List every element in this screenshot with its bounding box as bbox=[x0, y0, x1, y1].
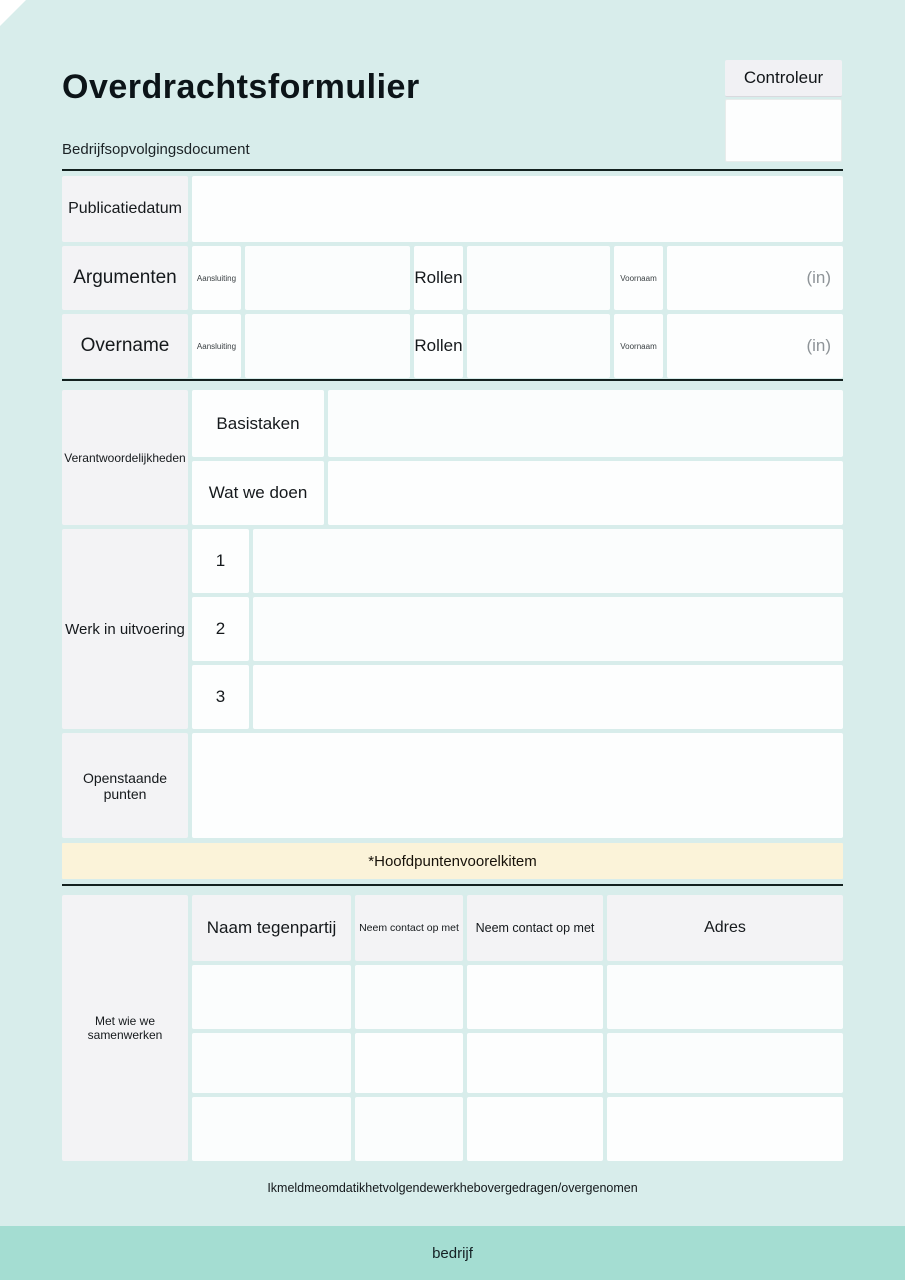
argumenten-label: Argumenten bbox=[62, 246, 188, 310]
samenwerken-row2-contact2-field[interactable] bbox=[467, 1033, 603, 1093]
wat-we-doen-label: Wat we doen bbox=[192, 461, 324, 525]
wat-we-doen-field[interactable] bbox=[328, 461, 843, 525]
werk-field-3[interactable] bbox=[253, 665, 843, 729]
overname-label: Overname bbox=[62, 314, 188, 378]
overname-row bbox=[62, 314, 843, 378]
column-header-contact-1: Neem contact op met bbox=[355, 895, 463, 961]
footer-bar bbox=[0, 1226, 905, 1280]
voornaam-label: Voornaam bbox=[614, 314, 663, 378]
openstaande-punten-field[interactable] bbox=[192, 733, 843, 838]
werk-in-uitvoering-label: Werk in uitvoering bbox=[62, 529, 188, 729]
samenwerken-row2-contact1-field[interactable] bbox=[355, 1033, 463, 1093]
column-header-contact-2: Neem contact op met bbox=[467, 895, 603, 961]
basistaken-field[interactable] bbox=[328, 390, 843, 457]
samenwerken-label: Met wie we samenwerken bbox=[62, 895, 188, 1161]
controller-label: Controleur bbox=[725, 60, 842, 97]
page-corner-fold bbox=[0, 0, 26, 26]
samenwerken-table bbox=[62, 895, 843, 1161]
page-title: Overdrachtsformulier bbox=[62, 68, 420, 106]
werk-field-2[interactable] bbox=[253, 597, 843, 661]
divider-line-bottom bbox=[62, 884, 843, 886]
samenwerken-row1-contact1-field[interactable] bbox=[355, 965, 463, 1029]
samenwerken-row3-naam-field[interactable] bbox=[192, 1097, 351, 1161]
samenwerken-row1-adres-field[interactable] bbox=[607, 965, 843, 1029]
aansluiting-label: Aansluiting bbox=[192, 246, 241, 310]
openstaande-punten-block bbox=[62, 733, 843, 838]
werk-row-number-1: 1 bbox=[192, 529, 249, 593]
argumenten-voornaam-field[interactable]: (in) bbox=[667, 246, 843, 310]
overname-voornaam-field[interactable]: (in) bbox=[667, 314, 843, 378]
samenwerken-row3-contact2-field[interactable] bbox=[467, 1097, 603, 1161]
page-subtitle: Bedrijfsopvolgingsdocument bbox=[62, 141, 250, 158]
werk-in-uitvoering-block bbox=[62, 529, 843, 729]
openstaande-punten-label: Openstaande punten bbox=[62, 733, 188, 838]
samenwerken-row3-contact1-field[interactable] bbox=[355, 1097, 463, 1161]
werk-row-number-2: 2 bbox=[192, 597, 249, 661]
column-header-adres: Adres bbox=[607, 895, 843, 961]
samenwerken-row2-adres-field[interactable] bbox=[607, 1033, 843, 1093]
samenwerken-row1-naam-field[interactable] bbox=[192, 965, 351, 1029]
voornaam-label: Voornaam bbox=[614, 246, 663, 310]
werk-row-number-3: 3 bbox=[192, 665, 249, 729]
note-banner: *Hoofdpuntenvoorelkitem bbox=[62, 843, 843, 879]
rollen-label: Rollen bbox=[414, 246, 463, 310]
column-header-naam-tegenpartij: Naam tegenpartij bbox=[192, 895, 351, 961]
samenwerken-row2-naam-field[interactable] bbox=[192, 1033, 351, 1093]
publication-date-row bbox=[62, 176, 843, 242]
divider-line-middle bbox=[62, 379, 843, 381]
samenwerken-row3-adres-field[interactable] bbox=[607, 1097, 843, 1161]
verantwoordelijkheden-label: Verantwoordelijkheden bbox=[62, 390, 188, 525]
basistaken-label: Basistaken bbox=[192, 390, 324, 457]
footer-brand-label: bedrijf bbox=[432, 1244, 473, 1262]
werk-field-1[interactable] bbox=[253, 529, 843, 593]
declaration-note: Ikmeldmeomdatikhetvolgendewerkhebovergedragen/overgenomen bbox=[267, 1181, 638, 1195]
argumenten-row bbox=[62, 246, 843, 310]
aansluiting-label: Aansluiting bbox=[192, 314, 241, 378]
overname-rollen-field[interactable] bbox=[467, 314, 610, 378]
divider-line-top bbox=[62, 169, 843, 171]
overname-aansluiting-field[interactable] bbox=[245, 314, 410, 378]
argumenten-aansluiting-field[interactable] bbox=[245, 246, 410, 310]
argumenten-rollen-field[interactable] bbox=[467, 246, 610, 310]
verantwoordelijkheden-block bbox=[62, 390, 843, 525]
samenwerken-row1-contact2-field[interactable] bbox=[467, 965, 603, 1029]
publicatiedatum-field[interactable] bbox=[192, 176, 843, 242]
rollen-label: Rollen bbox=[414, 314, 463, 378]
controller-signature-field[interactable] bbox=[725, 99, 842, 162]
publicatiedatum-label: Publicatiedatum bbox=[62, 176, 188, 242]
